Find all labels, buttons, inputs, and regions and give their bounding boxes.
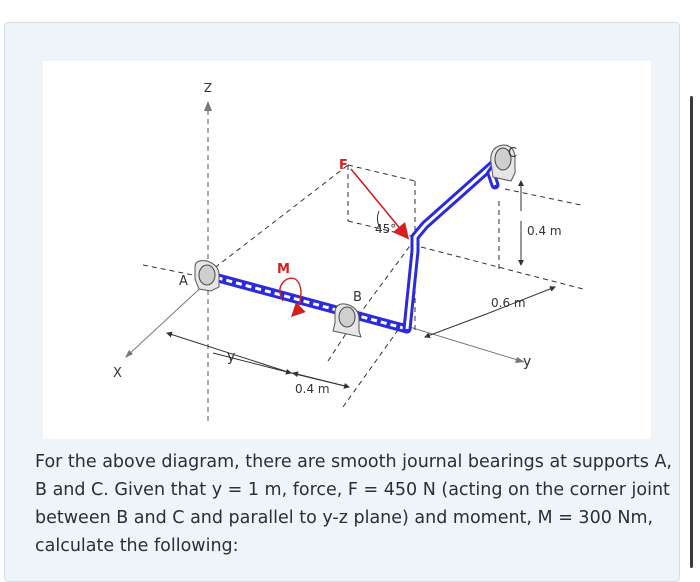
- force-label: F: [339, 158, 348, 173]
- y-axis: [403, 325, 525, 363]
- point-b-label: B: [353, 290, 362, 305]
- page-scrollbar[interactable]: [690, 96, 693, 568]
- bearing-a: [195, 261, 219, 291]
- point-a-label: A: [179, 274, 188, 289]
- dimension-y-label: y: [227, 349, 236, 365]
- question-card: [4, 22, 680, 582]
- pipe-assembly-diagram: [43, 61, 651, 439]
- x-axis: [125, 281, 208, 358]
- dimension-corner-span: [425, 287, 555, 337]
- y-axis-label: y: [523, 354, 532, 370]
- dimension-bc-offset-label: 0.4 m: [295, 382, 330, 396]
- angle-label: 45°: [375, 222, 397, 236]
- question-text: For the above diagram, there are smooth journal bearings at supports A, B and C. Given that y = 1 m, force, F = 450 N (acting on the corner joint between B and C and parallel to y-z plane) and moment, M = 300 Nm, calculate the following:: [35, 452, 672, 556]
- moment-label: M: [277, 262, 290, 277]
- dimension-c-height-label: 0.4 m: [527, 224, 562, 238]
- point-c-label: C: [508, 146, 518, 161]
- x-axis-label: X: [113, 366, 122, 381]
- dimension-corner-span-label: 0.6 m: [491, 296, 526, 310]
- z-axis-label: Z: [203, 80, 212, 94]
- bearing-b: [333, 304, 361, 337]
